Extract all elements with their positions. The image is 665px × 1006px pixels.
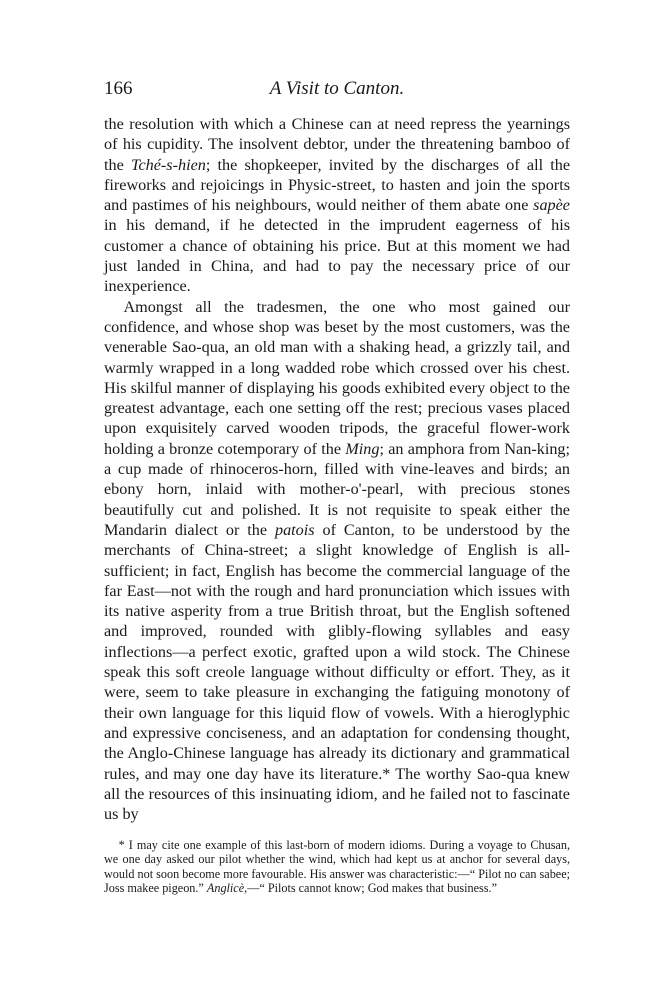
text-run: ,—“ Pilots cannot know; God makes that business.” [244,880,498,895]
italic-term: Tché-s-hien [130,155,206,174]
italic-term: Ming [345,439,380,458]
paragraph-sao-qua [104,297,570,825]
footnote-section [104,838,570,895]
text-run: in his demand, if he detected in the imprudent eagerness of his customer a chance of obtaining his price. But at this moment we had just landed in China, and had to pay the necessary price of our inexperience. [104,216,570,296]
text-run: the resolution with which a Chinese can at need repress the yearnings of his cupidity. The insolvent debtor, under the threatening bamboo of the [104,115,570,174]
text-run: ; the shopkeeper, invited by the discharges of all the fireworks and rejoicings in Physic-street, to hasten and join the sports and pastimes of his neighbours, would neither of them abate one [104,155,571,215]
italic-term: patois [274,520,315,539]
footnote [104,838,570,895]
page-header [104,78,570,108]
running-title: A Visit to Canton. [269,78,405,99]
text-run: * I may cite one example of this last-born of modern idioms. During a voyage to Chusan, we one day asked our pilot whether the wind, which had kept us at anchor for several days, would not soon become more favourable. His answer was characteristic:—“ Pilot no can sabee; Joss makee pigeon.” [104,838,570,895]
text-run: of Canton, to be understood by the merchants of China-street; a slight knowledge of English is all-sufficient; in fact, English has become the commercial language of the far East—not with the rough and hard pronunciation which issues with its native asperity from a true British throat, but the English softened and improved, rounded with glibly-flowing syllables and easy inflections—a perfect exotic, grafted upon a wild stock. The Chinese speak this soft creole language without difficulty or effort. They, as it were, seem to take pleasure in exchanging the fatiguing monotony of their own language for this liquid flow of vowels. With a hieroglyphic and expressive conciseness, and an adaptation for condensing thought, the Anglo-Chinese language has already its dictionary and grammatical rules, and may one day have its literature.* The worthy Sao-qua knew all the resources of this insinuating idiom, and he failed not to fascinate us by [104,520,570,824]
main-text [104,114,570,824]
text-run: Amongst all the tradesmen, the one who most gained our confidence, and whose shop was beset by the most customers, was the venerable Sao-qua, an old man with a shaking head, a grizzly tail, and warmly wrapped in a long wadded robe which crossed over his chest. His skilful manner of displaying his goods exhibited every object to the greatest advantage, each one setting off the rest; precious vases placed upon exquisitely carved wooden tripods, the graceful flower-work holding a bronze cotemporary of the [104,297,570,458]
italic-term: Anglicè [206,880,245,895]
paragraph-continuation [104,114,570,297]
page-number: 166 [104,78,133,99]
text-run: ; an amphora from Nan-king; a cup made of rhinoceros-horn, filled with vine-leaves and birds; an ebony horn, inlaid with mother-o'-pearl, with precious stones beautifully cut and polished. It is not requisite to speak either the Mandarin dialect or the [104,439,571,539]
italic-term: sapèe [533,196,570,215]
